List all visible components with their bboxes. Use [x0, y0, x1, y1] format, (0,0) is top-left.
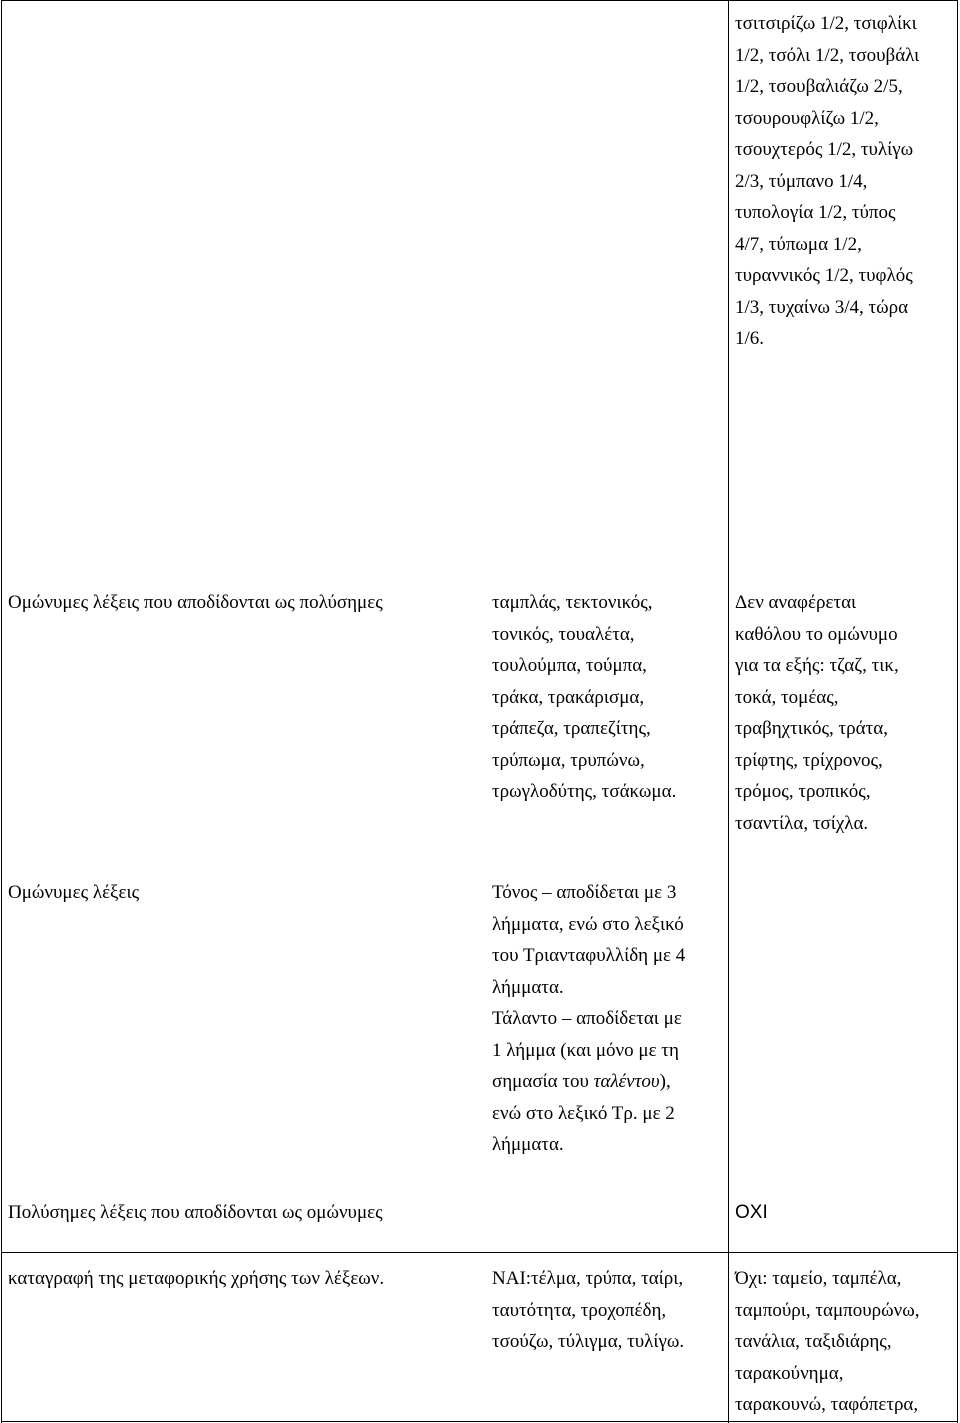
table-border-bottom	[1, 1421, 958, 1422]
cell-line: τρόμος, τροπικός,	[735, 781, 871, 802]
cell-line: ταμπλάς, τεκτονικός,	[492, 592, 653, 613]
cell-line: ταρακούνημα,	[735, 1362, 844, 1384]
table-border-right	[957, 0, 958, 1423]
cell-line: τράκα, τρακάρισμα,	[492, 686, 645, 708]
table-cell-r4-c3	[735, 1197, 768, 1229]
cell-line: τονικός, τουαλέτα,	[492, 623, 635, 645]
answer-text: ΟΧΙ	[735, 1202, 768, 1223]
table-cell-r2-c1	[8, 587, 383, 619]
cell-line: 1 λήμμα (και μόνο με τη	[492, 1039, 679, 1061]
cell-line: Δεν αναφέρεται	[735, 592, 857, 613]
cell-line: 4/7, τύπωμα 1/2,	[735, 233, 862, 255]
cell-line: τσαντίλα, τσίχλα.	[735, 812, 869, 834]
cell-line: ταυτότητα, τροχοπέδη,	[492, 1299, 667, 1321]
cell-line: τραβηχτικός, τράτα,	[735, 718, 888, 739]
cell-line: του Τριανταφυλλίδη με 4	[492, 945, 686, 966]
cell-line: τοκά, τομέας,	[735, 686, 839, 708]
table-cell-r3-c1	[8, 877, 139, 909]
table-cell-r3-c2	[492, 877, 685, 1161]
cell-line	[492, 1066, 685, 1098]
table-border-top	[1, 0, 958, 1]
cell-line: λήμματα, ενώ στο λεξικό	[492, 913, 684, 935]
cell-line: τσουρουφλίζω 1/2,	[735, 107, 879, 129]
cell-text: ),	[659, 1071, 671, 1092]
cell-line: Τόνος – αποδίδεται με 3	[492, 882, 677, 903]
cell-text: σημασία του	[492, 1071, 594, 1092]
cell-line: τουλούμπα, τούμπα,	[492, 655, 647, 676]
cell-line: για τα εξής: τζαζ, τικ,	[735, 655, 899, 676]
cell-text-italic: ταλέντου	[593, 1071, 660, 1092]
row-heading: καταγραφή της μεταφορικής χρήσης των λέξεων.	[8, 1268, 385, 1289]
row-heading: Ομώνυμες λέξεις που αποδίδονται ως πολύσημες	[8, 592, 383, 613]
cell-line: ταρακουνώ, ταφόπετρα,	[735, 1394, 919, 1415]
cell-line: τσιτσιρίζω 1/2, τσιφλίκι	[735, 13, 917, 34]
cell-line: τυπολογία 1/2, τύπος	[735, 202, 896, 223]
cell-line: ενώ στο λεξικό Τρ. με 2	[492, 1102, 675, 1124]
cell-line: τράπεζα, τραπεζίτης,	[492, 718, 651, 739]
row-heading: Πολύσημες λέξεις που αποδίδονται ως ομώνυμες	[8, 1202, 383, 1223]
cell-line: ΝΑΙ:τέλμα, τρύπα, ταίρι,	[492, 1268, 684, 1289]
row-divider	[1, 1252, 958, 1253]
cell-line: λήμματα.	[492, 976, 564, 998]
cell-line: καθόλου το ομώνυμο	[735, 623, 898, 645]
cell-line: 1/3, τυχαίνω 3/4, τώρα	[735, 296, 909, 318]
cell-line: τανάλια, ταξιδιάρης,	[735, 1331, 892, 1352]
cell-line: Όχι: ταμείο, ταμπέλα,	[735, 1268, 902, 1289]
table-cell-r5-c1	[8, 1263, 384, 1295]
table-cell-r5-c2	[492, 1263, 684, 1358]
cell-line: 2/3, τύμπανο 1/4,	[735, 170, 868, 192]
table-cell-r2-c2	[492, 587, 676, 808]
cell-line: τσούζω, τύλιγμα, τυλίγω.	[492, 1331, 685, 1352]
row-heading: Ομώνυμες λέξεις	[8, 882, 140, 903]
table-cell-r5-c3	[735, 1263, 919, 1421]
cell-line: τσουχτερός 1/2, τυλίγω	[735, 139, 914, 160]
cell-line: Τάλαντο – αποδίδεται με	[492, 1008, 682, 1029]
cell-line: τυραννικός 1/2, τυφλός	[735, 265, 913, 286]
cell-line: τρίφτης, τρίχρονος,	[735, 749, 883, 771]
table-cell-r2-c3	[735, 587, 899, 839]
cell-line: τρωγλοδύτης, τσάκωμα.	[492, 781, 677, 802]
cell-line: λήμματα.	[492, 1134, 564, 1155]
cell-line: 1/2, τσουβαλιάζω 2/5,	[735, 76, 903, 97]
table-cell-r1-c3	[735, 8, 919, 355]
table-cell-r4-c1	[8, 1197, 383, 1229]
cell-line: τρύπωμα, τρυπώνω,	[492, 749, 645, 771]
cell-line: 1/2, τσόλι 1/2, τσουβάλι	[735, 44, 920, 66]
cell-line: ταμπούρι, ταμπουρώνω,	[735, 1299, 920, 1321]
table-border-left	[1, 0, 2, 1423]
column-divider	[728, 0, 729, 1423]
cell-line: 1/6.	[735, 328, 765, 349]
